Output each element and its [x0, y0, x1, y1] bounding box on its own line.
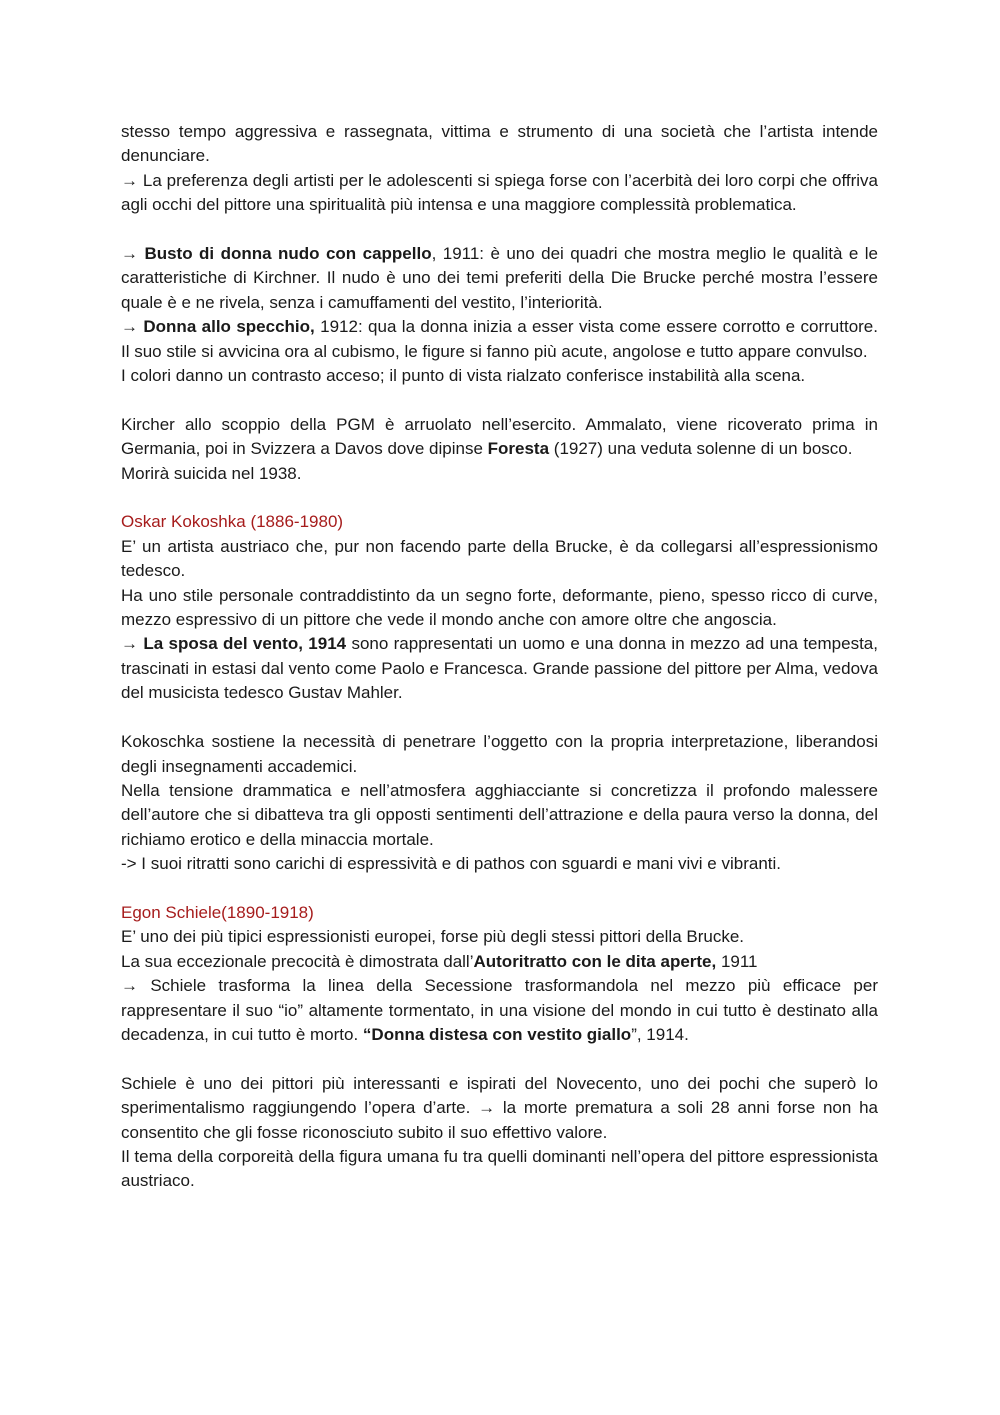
paragraph-gap [121, 877, 878, 901]
paragraph-intro: stesso tempo aggressiva e rassegnata, vittima e strumento di una società che l’artista intende denunciare. [121, 122, 878, 166]
paragraph-colori: I colori danno un contrasto acceso; il punto di vista rialzato conferisce instabilità alla scena. [121, 366, 806, 386]
paragraph-schiele-linea [121, 974, 878, 1047]
artwork-title: Donna allo specchio, [143, 317, 315, 337]
paragraph-schiele-novecento: Schiele è uno dei pittori più interessanti e ispirati del Novecento, uno dei pochi che superò lo sperimentalismo raggiungendo l’opera d’arte. → la morte prematura a soli 28 anni forse non ha consentito che gli fosse riconosciuto subito il suo effettivo valore. [121, 1073, 878, 1142]
paragraph-text: La sua eccezionale precocità è dimostrata dall’ [121, 951, 474, 971]
paragraph-suicide: Morirà suicida nel 1938. [121, 463, 302, 483]
artwork-title: Busto di donna nudo con cappello [144, 244, 432, 264]
paragraph-gap [121, 218, 878, 242]
artwork-title: Autoritratto con le dita aperte, [473, 951, 717, 971]
paragraph-sposa-vento [121, 632, 878, 705]
paragraph-ritratti: -> I suoi ritratti sono carichi di espressività e di pathos con sguardi e mani vivi e vibranti. [121, 854, 781, 874]
arrow-glyph: → [121, 244, 145, 264]
paragraph-kokoschka-necessita: Kokoschka sostiene la necessità di penetrare l’oggetto con la propria interpretazione, liberandosi degli insegnamenti accademici. [121, 732, 878, 776]
paragraph-schiele-intro: E’ uno dei più tipici espressionisti europei, forse più degli stessi pittori della Brucke. [121, 927, 745, 947]
artwork-title: “Donna distesa con vestito giallo [362, 1024, 632, 1044]
paragraph-schiele-precocita [121, 950, 878, 974]
paragraph-specchio [121, 315, 878, 364]
paragraph-text: , 1911: è uno dei quadri che mostra meglio le qualità e le caratteristiche di Kirchner. Il nudo è uno dei temi preferiti della Die Brucke perché mostra l’essere quale è e ne rivela, senza i camuffamenti del vestito, l’interiorità. [121, 244, 878, 312]
section-heading-kokoshka: Oskar Kokoshka (1886-1980) [121, 512, 344, 532]
paragraph-text: → Schiele trasforma la linea della Secessione trasformandola nel mezzo più efficace per rappresentare il suo “io” altamente tormentato, in una visione del mondo in cui tutto è destinato alla decadenza, in cui tutto è morto. [121, 976, 878, 1044]
paragraph-gap [121, 486, 878, 510]
paragraph-kircher-war [121, 413, 878, 462]
paragraph-adolescents: → La preferenza degli artisti per le adolescenti si spiega forse con l’acerbità dei loro corpi che offriva agli occhi del pittore una spiritualità più intensa e una maggiore complessità problematica. [121, 170, 878, 215]
paragraph-text: ”, 1914. [631, 1024, 689, 1044]
paragraph-text: Kircher allo scoppio della PGM è arruolato nell’esercito. Ammalato, viene ricoverato prima in Germania, poi in Svizzera a Davos dove dipinse [121, 414, 878, 459]
artwork-title: La sposa del vento, 1914 [143, 634, 347, 654]
artwork-title: Foresta [487, 439, 550, 459]
paragraph-kokoshka-style: Ha uno stile personale contraddistinto da un segno forte, deformante, pieno, spesso ricco di curve, mezzo espressivo di un pittore che vede il mondo anche con amore oltre che angoscia. [121, 585, 878, 630]
paragraph-text: (1927) una veduta solenne di un bosco. [549, 439, 853, 459]
document-page [121, 120, 878, 1194]
paragraph-kokoshka-intro: E’ un artista austriaco che, pur non facendo parte della Brucke, è da collegarsi all’espressionismo tedesco. [121, 536, 878, 581]
paragraph-gap [121, 388, 878, 412]
paragraph-gap [121, 706, 878, 730]
paragraph-busto [121, 242, 878, 315]
paragraph-text: 1912: qua la donna inizia a esser vista come essere corrotto e corruttore. Il suo stile si avvicina ora al cubismo, le figure si fanno più acute, angolose e tutto appare convulso. [121, 317, 878, 361]
paragraph-text: 1911 [716, 951, 758, 971]
arrow-glyph: → [121, 317, 144, 337]
paragraph-tensione: Nella tensione drammatica e nell’atmosfera agghiacciante si concretizza il profondo malessere dell’autore che si dibatteva tra gli opposti sentimenti dell’attrazione e della paura verso la donna, del richiamo erotico e della minaccia mortale. [121, 780, 878, 849]
paragraph-text: sono rappresentati un uomo e una donna in mezzo ad una tempesta, trascinati in estasi dal vento come Paolo e Francesca. Grande passione del pittore per Alma, vedova del musicista tedesco Gustav Mahler. [121, 634, 878, 703]
section-heading-schiele: Egon Schiele(1890-1918) [121, 902, 314, 922]
paragraph-gap [121, 1047, 878, 1071]
arrow-glyph: → [121, 634, 144, 654]
paragraph-corporeita: Il tema della corporeità della figura umana fu tra quelli dominanti nell’opera del pittore espressionista austriaco. [121, 1146, 878, 1191]
